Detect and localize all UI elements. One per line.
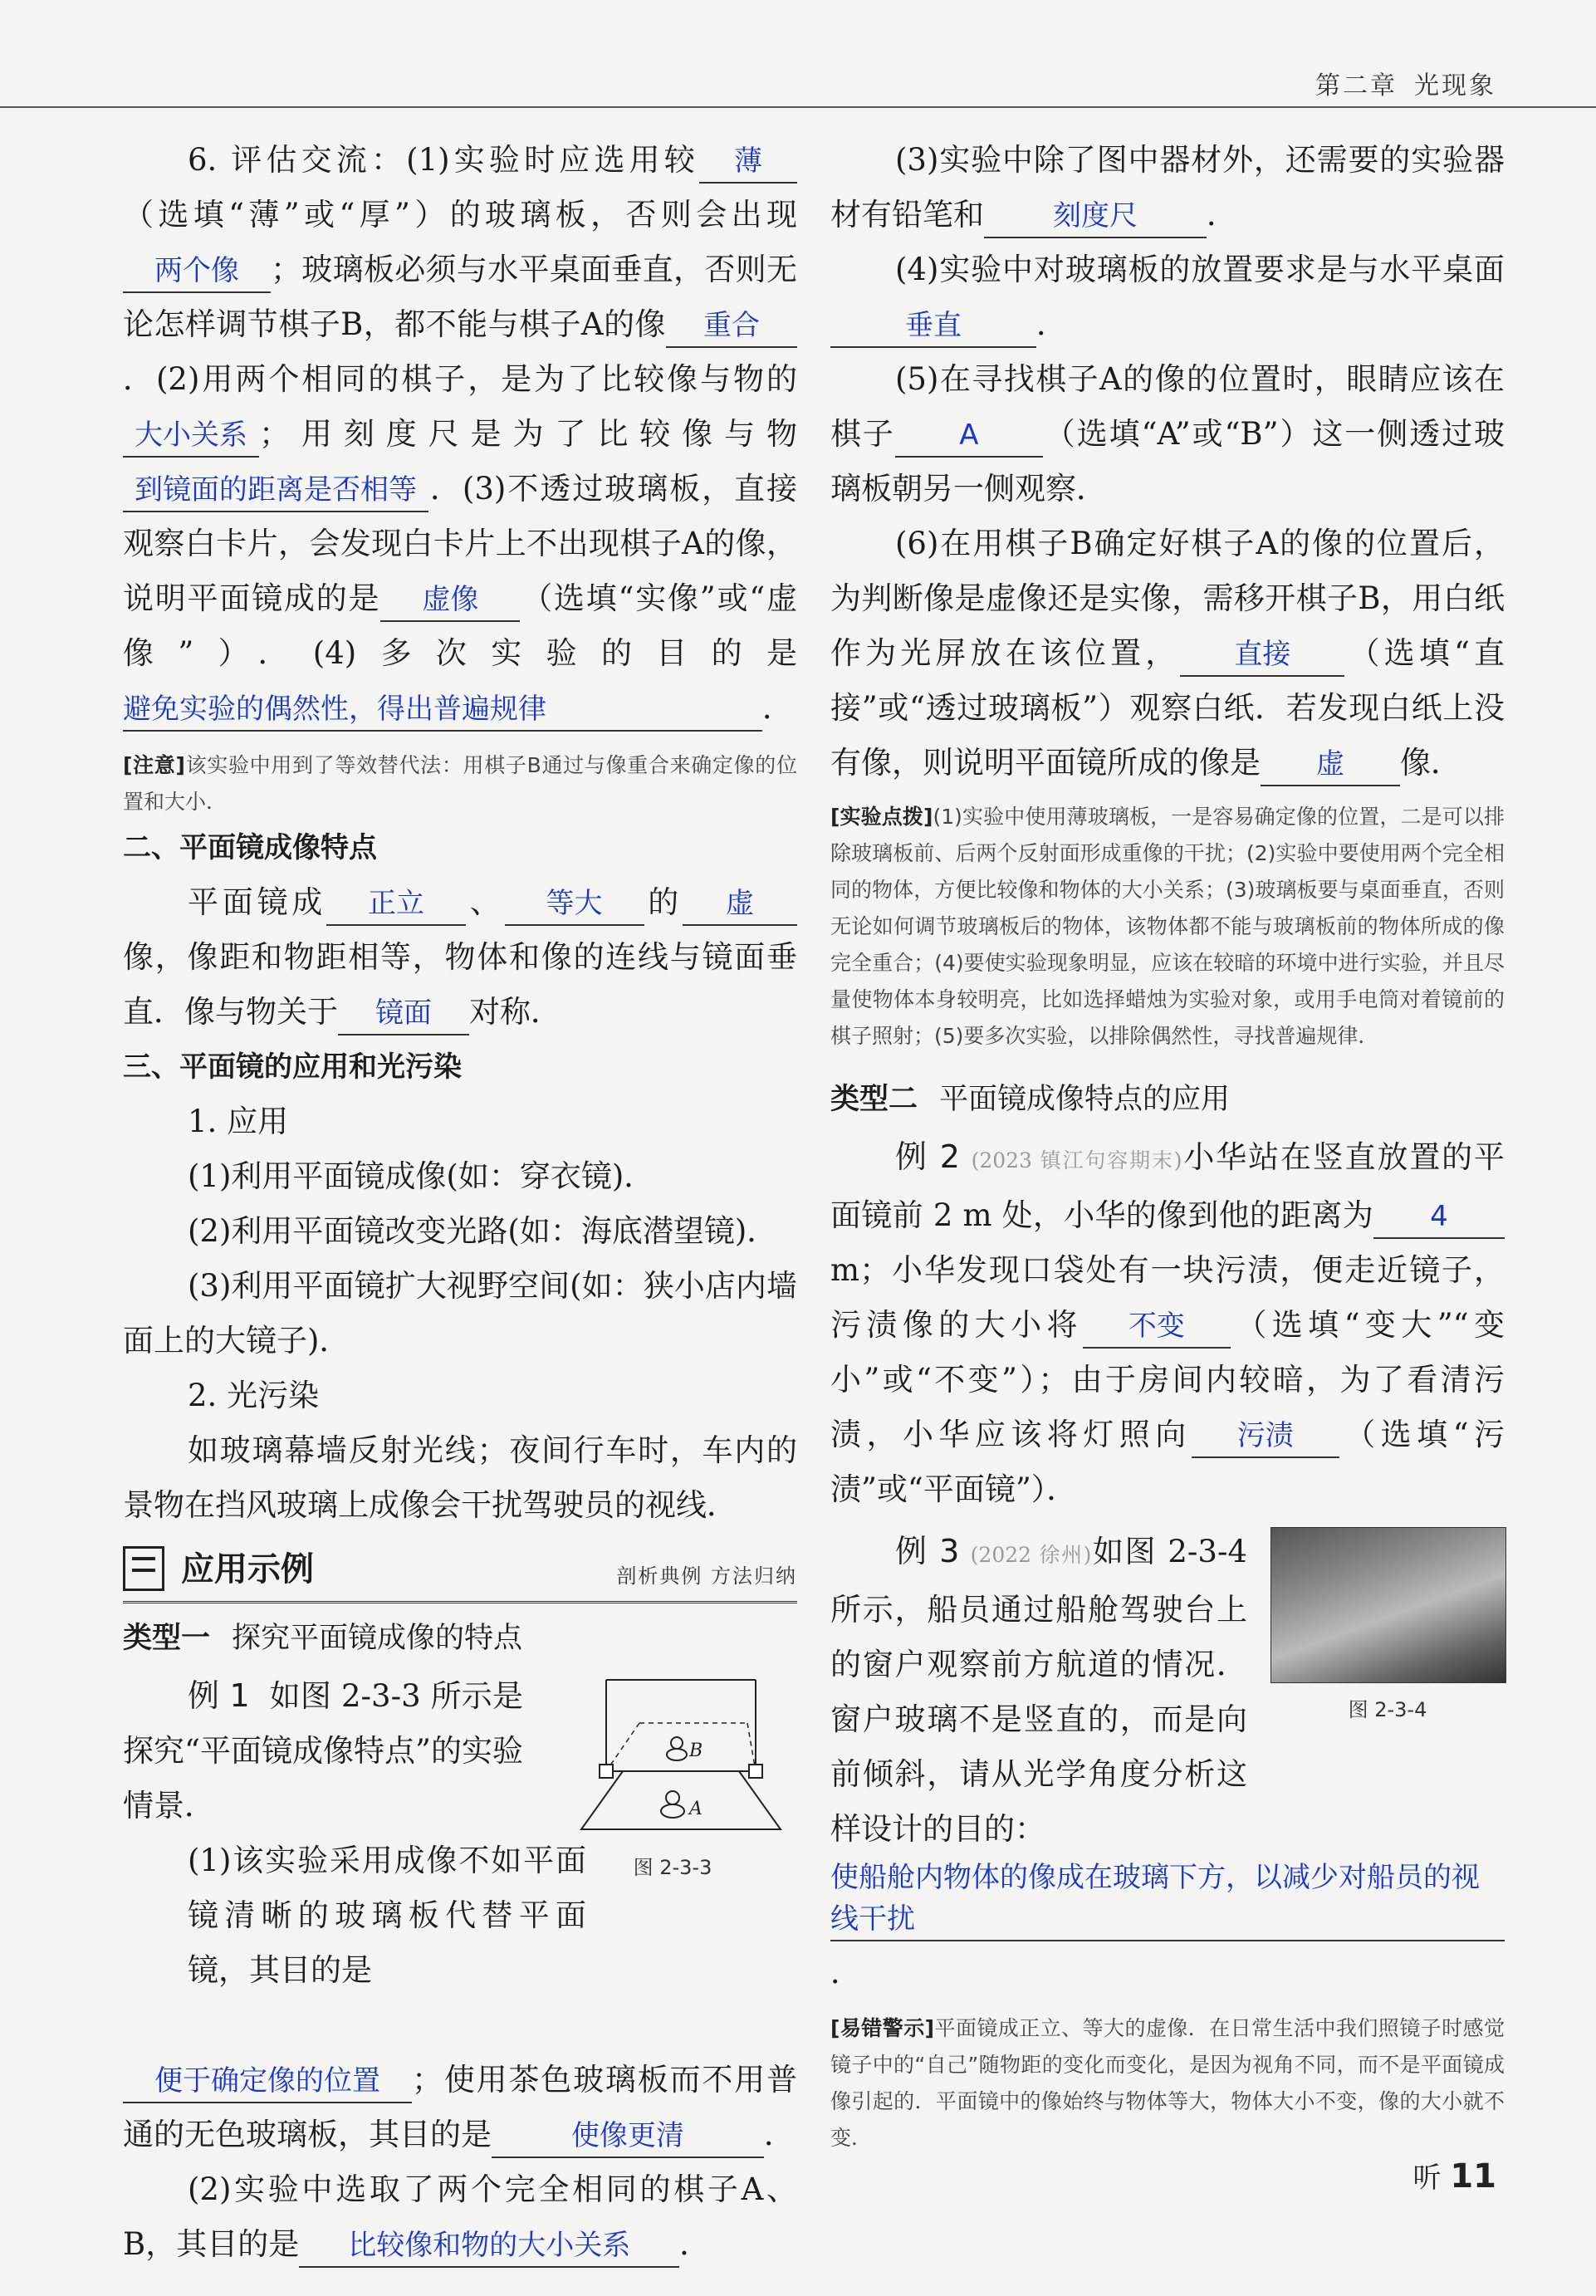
type-1-heading: 类型一 探究平面镜成像的特点 <box>123 1622 523 1655</box>
example-3 <box>830 1524 1505 2000</box>
light-pollution-text: 如玻璃幕墙反射光线；夜间行车时，车内的景物在挡风玻璃上成像会干扰驾驶员的视线． <box>123 1432 797 1523</box>
answer-blank: 使像更清 <box>492 2115 764 2158</box>
answer-blank: 重合 <box>666 305 797 348</box>
header-rule <box>0 106 1596 108</box>
example-label: 例 3 <box>895 1533 960 1569</box>
example-1-q2: (2)实验中选取了两个完全相同的棋子A、B，其目的是 比较像和物的大小关系 ． <box>123 2162 797 2272</box>
note-text: 该实验中用到了等效替代法：用棋子B通过与像重合来确定像的位置和大小． <box>123 753 797 814</box>
answer-blank: 等大 <box>505 883 644 926</box>
chapter-label: 第二章 <box>1315 71 1398 100</box>
example-source: (2023 镇江句容期末) <box>971 1148 1182 1172</box>
mirror-experiment-diagram <box>548 1673 797 1848</box>
answer-blank: 镜面 <box>338 992 469 1035</box>
ship-bridge-photo <box>1270 1527 1506 1683</box>
answer-blank: 虚像 <box>380 579 520 622</box>
answer-blank: 直接 <box>1180 634 1344 677</box>
example-label: 例 2 <box>895 1138 960 1175</box>
answer-blank: 不变 <box>1083 1305 1231 1349</box>
figure-2-3-4 <box>1270 1527 1505 1722</box>
answer-blank: 两个像 <box>123 250 271 293</box>
subheading-application: 1. 应用 <box>188 1104 289 1139</box>
example-label: 例 1 <box>188 1677 250 1714</box>
tip-tag: [实验点拨] <box>830 805 933 829</box>
figure-label-b: B <box>689 1740 703 1761</box>
chapter-title: 光现象 <box>1414 71 1496 100</box>
subheading-light-pollution: 2. 光污染 <box>188 1378 320 1413</box>
answer-blank: A <box>895 414 1043 458</box>
answer-blank: 使船舱内物体的像成在玻璃下方，以减少对船员的视线干扰 <box>830 1857 1505 1941</box>
note-tag: [注意] <box>123 753 185 777</box>
example-3-text: 例 3 (2022 徐州)如图 2-3-4 所示，船员通过船舱驾驶台上的窗户观察前方航道的情况．窗户玻璃不是竖直的，而是向前倾斜，请从光学角度分析这样设计的目的： <box>830 1533 1247 1847</box>
section-icon <box>123 1546 164 1591</box>
warning-text: 平面镜成正立、等大的虚像．在日常生活中我们照镜子时感觉镜子中的“自己”随物距的变化而变化，是因为视角不同，而不是平面镜成像引起的．平面镜中的像始终与物体等大，物体大小不变，像的大小就不变． <box>830 2016 1505 2150</box>
answer-blank: 避免实验的偶然性，得出普遍规律 <box>123 688 762 732</box>
question-6: (6)在用棋子B确定好棋子A的像的位置后，为判断像是虚像还是实像，需移开棋子B，用白纸作为光屏放在该位置， 直接 （选填“直接”或“透过玻璃板”）观察白纸．若发现白纸上没有像，则说明平面镜所成的像是 虚 像． <box>830 516 1505 791</box>
page-number: 听 11 <box>1412 2157 1496 2196</box>
note-box <box>123 747 797 820</box>
application-subtitle: 剖析典例 方法归纳 <box>616 1564 797 1588</box>
section-heading-3: 三、平面镜的应用和光污染 <box>123 1050 462 1084</box>
answer-blank: 虚 <box>683 883 797 926</box>
answer-blank: 大小关系 <box>123 414 259 458</box>
type-2-heading: 类型二 平面镜成像特点的应用 <box>830 1083 1231 1116</box>
answer-blank: 薄 <box>699 140 797 184</box>
answer-blank: 虚 <box>1261 743 1400 786</box>
question-3: (3)实验中除了图中器材外，还需要的实验器材有铅笔和 刻度尺 ． <box>830 133 1505 242</box>
answer-blank: 正立 <box>326 883 466 926</box>
tip-text: (1)实验中使用薄玻璃板，一是容易确定像的位置，二是可以排除玻璃板前、后两个反射面形成重像的干扰；(2)实验中要使用两个完全相同的物体，方便比较像和物体的大小关系；(3)玻璃板要与桌面垂直，否则无论如何调节玻璃板后的物体，该物体都不能与玻璃板前的物体所成的像完全重合；(4)要使实验现象明显，应该在较暗的环境中进行实验，并且尽量使物体本身较明亮，比如选择蜡烛为实验对象，或用手电筒对着镜前的棋子照射；(5)要多次实验，以排除偶然性，寻找普遍规律． <box>830 805 1505 1048</box>
application-item-1: (1)利用平面镜成像(如：穿衣镜)． <box>188 1158 655 1194</box>
left-column <box>123 133 797 2272</box>
answer-blank: 到镜面的距离是否相等 <box>123 469 428 512</box>
answer-blank: 4 <box>1373 1196 1505 1239</box>
section-heading-2: 二、平面镜成像特点 <box>123 831 377 864</box>
example-2: 例 2 (2023 镇江句容期末)小华站在竖直放置的平面镜前 2 m 处，小华的像到他的距离为 4m；小华发现口袋处有一块污渍，便走近镜子，污渍像的大小将 不变 （选填“变大”“变小”或“不变”）；由于房间内较暗，为了看清污渍，小华应该将灯照向 污渍 （选填“污渍”或“平面镜”）． <box>830 1138 1505 1507</box>
answer-blank: 垂直 <box>830 305 1036 348</box>
question-4: (4)实验中对玻璃板的放置要求是与水平桌面垂直 ． <box>830 242 1505 352</box>
example-1-answers: 便于确定像的位置 ；使用茶色玻璃板而不用普通的无色玻璃板，其目的是 使像更清 ． <box>123 2053 797 2162</box>
application-title: 应用示例 <box>181 1550 314 1589</box>
example-1-intro: 例 1 如图 2-3-3 所示是探究“平面镜成像特点”的实验情景． <box>123 1677 523 1824</box>
figure-2-3-3 <box>548 1673 797 1879</box>
answer-blank: 污渍 <box>1192 1415 1339 1458</box>
application-item-3: (3)利用平面镜扩大视野空间(如：狭小店内墙面上的大镜子)． <box>123 1268 797 1359</box>
application-item-2: (2)利用平面镜改变光路(如：海底潜望镜)． <box>188 1213 778 1249</box>
question-6: 6. 评估交流：(1)实验时应选用较 薄（选填“薄”或“厚”）的玻璃板，否则会出现两个像 ；玻璃板必须与水平桌面垂直，否则无论怎样调节棋子B，都不能与棋子A的像 重合．(2)用两个相同的棋子，是为了比较像与物的大小关系 ；用刻度尺是为了比较像与物到镜面的距离是否相等 ．(3)不透过玻璃板，直接观察白卡片，会发现白卡片上不出现棋子A的像，说明平面镜成的是 虚像 （选填“实像”或“虚像”）．(4)多次实验的目的是避免实验的偶然性，得出普遍规律 ． <box>123 133 797 736</box>
example-3-answer: 使船舱内物体的像成在玻璃下方，以减少对船员的视线干扰． <box>830 1857 1505 2000</box>
warning-tag: [易错警示] <box>830 2016 935 2040</box>
question-5: (5)在寻找棋子A的像的位置时，眼睛应该在棋子 A （选填“A”或“B”）这一侧透过玻璃板朝另一侧观察． <box>830 361 1505 507</box>
common-mistake-warning <box>830 2010 1505 2156</box>
answer-blank: 便于确定像的位置 <box>123 2060 412 2103</box>
right-column <box>830 133 1505 2156</box>
answer-blank: 刻度尺 <box>984 195 1207 238</box>
figure-caption: 图 2-3-3 <box>633 1856 712 1879</box>
example-1 <box>123 1668 797 1998</box>
example-1-q1: (1)该实验采用成像不如平面镜清晰的玻璃板代替平面镜，其目的是 <box>188 1843 586 1988</box>
application-examples-bar <box>123 1540 797 1603</box>
figure-caption: 图 2-3-4 <box>1348 1698 1427 1721</box>
answer-blank: 比较像和物的大小关系 <box>299 2225 679 2268</box>
experiment-tip <box>830 799 1505 1055</box>
figure-label-a: A <box>689 1799 703 1819</box>
example-source: (2022 徐州) <box>970 1543 1092 1567</box>
running-head <box>1315 65 1496 101</box>
section-2-text: 平面镜成 正立 、 等大 的 虚像，像距和物距相等，物体和像的连线与镜面垂直．像与物关于 镜面 对称． <box>123 875 797 1040</box>
